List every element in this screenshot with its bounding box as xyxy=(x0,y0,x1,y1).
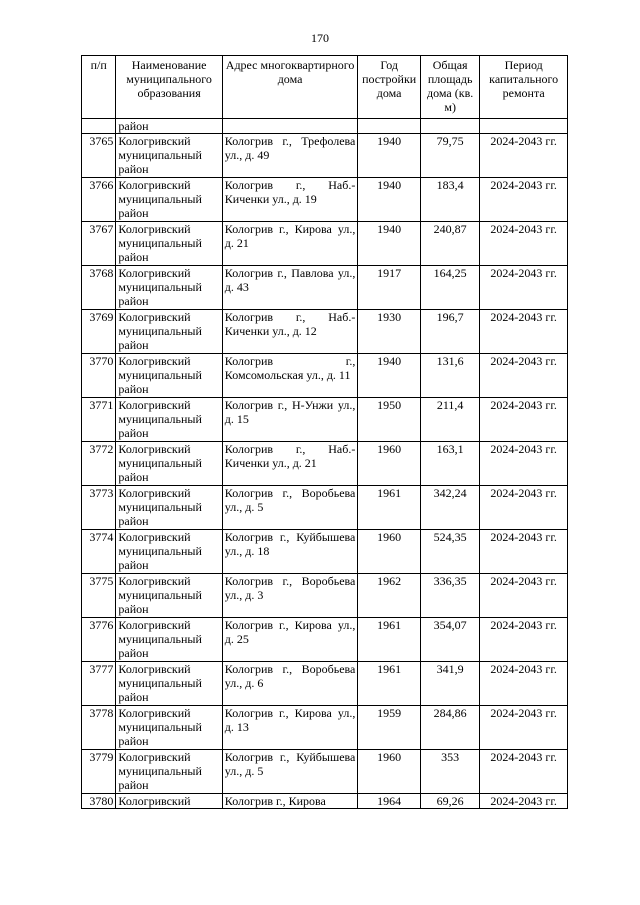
cell-num: 3767 xyxy=(82,222,116,266)
cell-num: 3768 xyxy=(82,266,116,310)
page-number: 170 xyxy=(311,31,329,45)
cell-address: Кологрив г., Воробьева ул., д. 3 xyxy=(222,574,358,618)
cell-num: 3779 xyxy=(82,750,116,794)
header-year: Год постройки дома xyxy=(358,56,421,119)
cell-period: 2024-2043 гг. xyxy=(480,574,568,618)
header-period: Период капитального ремонта xyxy=(480,56,568,119)
cell-municipality: Кологривский муниципальный район xyxy=(116,574,222,618)
cell-period xyxy=(480,119,568,134)
header-municipality: Наименование муниципального образования xyxy=(116,56,222,119)
cell-address: Кологрив г., Куйбышева ул., д. 18 xyxy=(222,530,358,574)
cell-num: 3769 xyxy=(82,310,116,354)
cell-address: Кологрив г., Воробьева ул., д. 5 xyxy=(222,486,358,530)
cell-municipality: Кологривский муниципальный район xyxy=(116,266,222,310)
cell-area: 131,6 xyxy=(420,354,479,398)
cell-period: 2024-2043 гг. xyxy=(480,662,568,706)
cell-municipality: Кологривский муниципальный район xyxy=(116,706,222,750)
cell-num: 3776 xyxy=(82,618,116,662)
cell-num: 3774 xyxy=(82,530,116,574)
cell-year: 1940 xyxy=(358,222,421,266)
cell-year: 1940 xyxy=(358,134,421,178)
cell-area: 164,25 xyxy=(420,266,479,310)
cell-address: Кологрив г., Комсомольская ул., д. 11 xyxy=(222,354,358,398)
cell-address: Кологрив г., Куйбышева ул., д. 5 xyxy=(222,750,358,794)
cell-year: 1917 xyxy=(358,266,421,310)
cell-address: Кологрив г., Воробьева ул., д. 6 xyxy=(222,662,358,706)
cell-area: 69,26 xyxy=(420,794,479,809)
table-row xyxy=(82,222,568,266)
cell-area: 336,35 xyxy=(420,574,479,618)
table-row xyxy=(82,530,568,574)
cell-num xyxy=(82,119,116,134)
cell-municipality: Кологривский муниципальный район xyxy=(116,398,222,442)
table-row xyxy=(82,310,568,354)
header-address: Адрес многоквартирного дома xyxy=(222,56,358,119)
table-row xyxy=(82,178,568,222)
cell-period: 2024-2043 гг. xyxy=(480,222,568,266)
cell-municipality: Кологривский муниципальный район xyxy=(116,310,222,354)
cell-year: 1962 xyxy=(358,574,421,618)
cell-year: 1960 xyxy=(358,750,421,794)
cell-num: 3766 xyxy=(82,178,116,222)
table-row xyxy=(82,134,568,178)
cell-area xyxy=(420,119,479,134)
table-row xyxy=(82,750,568,794)
cell-period: 2024-2043 гг. xyxy=(480,530,568,574)
cell-municipality: Кологривский муниципальный район xyxy=(116,750,222,794)
cell-address: Кологрив г., Н-Унжи ул., д. 15 xyxy=(222,398,358,442)
cell-period: 2024-2043 гг. xyxy=(480,354,568,398)
cell-num: 3778 xyxy=(82,706,116,750)
header-num: п/п xyxy=(82,56,116,119)
cell-municipality: Кологривский муниципальный район xyxy=(116,662,222,706)
cell-year: 1940 xyxy=(358,178,421,222)
cell-address: Кологрив г., Кирова ул., д. 21 xyxy=(222,222,358,266)
cell-year: 1930 xyxy=(358,310,421,354)
cell-period: 2024-2043 гг. xyxy=(480,750,568,794)
cell-municipality: Кологривский муниципальный район xyxy=(116,354,222,398)
cell-area: 240,87 xyxy=(420,222,479,266)
cell-num: 3773 xyxy=(82,486,116,530)
table-header-row xyxy=(82,56,568,119)
cell-period: 2024-2043 гг. xyxy=(480,486,568,530)
cell-period: 2024-2043 гг. xyxy=(480,266,568,310)
cell-address: Кологрив г., Трефолева ул., д. 49 xyxy=(222,134,358,178)
cell-num: 3777 xyxy=(82,662,116,706)
cell-area: 211,4 xyxy=(420,398,479,442)
cell-period: 2024-2043 гг. xyxy=(480,134,568,178)
cell-address: Кологрив г., Кирова xyxy=(222,794,358,809)
table-body xyxy=(82,119,568,809)
cell-municipality: Кологривский муниципальный район xyxy=(116,618,222,662)
cell-municipality: Кологривский xyxy=(116,794,222,809)
cell-area: 353 xyxy=(420,750,479,794)
cell-address: Кологрив г., Кирова ул., д. 25 xyxy=(222,618,358,662)
cell-area: 342,24 xyxy=(420,486,479,530)
table-row xyxy=(82,398,568,442)
cell-address xyxy=(222,119,358,134)
cell-num: 3765 xyxy=(82,134,116,178)
cell-area: 163,1 xyxy=(420,442,479,486)
cell-municipality: Кологривский муниципальный район xyxy=(116,222,222,266)
cell-year: 1959 xyxy=(358,706,421,750)
cell-num: 3775 xyxy=(82,574,116,618)
cell-year: 1961 xyxy=(358,486,421,530)
cell-address: Кологрив г., Кирова ул., д. 13 xyxy=(222,706,358,750)
table-row xyxy=(82,486,568,530)
cell-period: 2024-2043 гг. xyxy=(480,618,568,662)
cell-municipality: Кологривский муниципальный район xyxy=(116,134,222,178)
table-row xyxy=(82,662,568,706)
cell-address: Кологрив г., Павлова ул., д. 43 xyxy=(222,266,358,310)
cell-area: 524,35 xyxy=(420,530,479,574)
cell-area: 354,07 xyxy=(420,618,479,662)
cell-municipality: Кологривский муниципальный район xyxy=(116,178,222,222)
continuation-row xyxy=(82,119,568,134)
cell-num: 3772 xyxy=(82,442,116,486)
cell-year: 1961 xyxy=(358,662,421,706)
cell-area: 284,86 xyxy=(420,706,479,750)
cell-area: 183,4 xyxy=(420,178,479,222)
cell-year: 1960 xyxy=(358,530,421,574)
cell-year: 1950 xyxy=(358,398,421,442)
cell-address: Кологрив г., Наб.-Киченки ул., д. 19 xyxy=(222,178,358,222)
cell-municipality: Кологривский муниципальный район xyxy=(116,530,222,574)
table-row xyxy=(82,266,568,310)
cell-period: 2024-2043 гг. xyxy=(480,178,568,222)
cell-year: 1961 xyxy=(358,618,421,662)
table-row xyxy=(82,618,568,662)
table-row xyxy=(82,574,568,618)
housing-registry-table xyxy=(81,55,568,809)
table-row xyxy=(82,706,568,750)
cell-area: 196,7 xyxy=(420,310,479,354)
table-row xyxy=(82,442,568,486)
cell-address: Кологрив г., Наб.-Киченки ул., д. 21 xyxy=(222,442,358,486)
cell-year: 1964 xyxy=(358,794,421,809)
cell-period: 2024-2043 гг. xyxy=(480,706,568,750)
cell-period: 2024-2043 гг. xyxy=(480,398,568,442)
cell-period: 2024-2043 гг. xyxy=(480,442,568,486)
cell-municipality: район xyxy=(116,119,222,134)
cell-year xyxy=(358,119,421,134)
cell-year: 1940 xyxy=(358,354,421,398)
table-row xyxy=(82,354,568,398)
cell-municipality: Кологривский муниципальный район xyxy=(116,442,222,486)
table-row xyxy=(82,794,568,809)
cell-area: 79,75 xyxy=(420,134,479,178)
cell-area: 341,9 xyxy=(420,662,479,706)
cell-period: 2024-2043 гг. xyxy=(480,794,568,809)
cell-num: 3770 xyxy=(82,354,116,398)
cell-num: 3780 xyxy=(82,794,116,809)
header-area: Общая площадь дома (кв. м) xyxy=(420,56,479,119)
cell-municipality: Кологривский муниципальный район xyxy=(116,486,222,530)
cell-address: Кологрив г., Наб.-Киченки ул., д. 12 xyxy=(222,310,358,354)
cell-period: 2024-2043 гг. xyxy=(480,310,568,354)
cell-num: 3771 xyxy=(82,398,116,442)
cell-year: 1960 xyxy=(358,442,421,486)
